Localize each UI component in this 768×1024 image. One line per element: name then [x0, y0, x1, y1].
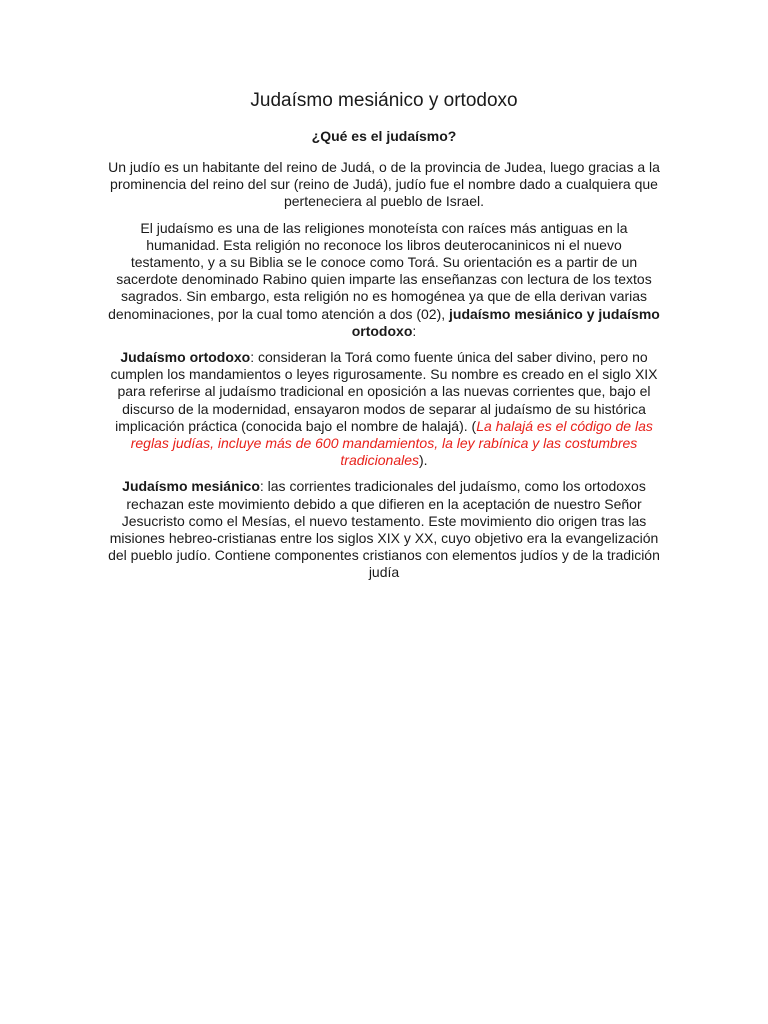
orthodox-term: Judaísmo ortodoxo	[120, 349, 251, 366]
overview-end: :	[412, 322, 417, 339]
overview-bold-denominations: judaísmo mesiánico y judaísmo ortodoxo	[351, 305, 660, 339]
messianic-term: Judaísmo mesiánico	[122, 478, 260, 495]
paragraph-definition	[108, 159, 660, 211]
section-heading: ¿Qué es el judaísmo?	[311, 127, 457, 144]
halaja-note: La halajá es el código de las reglas judías, incluye más de 600 mandamientos, la ley rabínica y las costumbres tradicionales	[130, 417, 653, 469]
overview-text: El judaísmo es una de las religiones monoteísta con raíces más antiguas en la humanidad. Esta religión no reconoce los libros deuterocaninicos ni el nuevo testamento, y a su Biblia se le conoce como Torá. Su orientación es a partir de un sacerdote denominado Rabino quien imparte las enseñanzas con lectura de los textos sagrados. Sin embargo, esta religión no es homogénea ya que de ella derivan varias denominaciones, por la cual tomo atención a dos (02),	[108, 219, 652, 322]
messianic-text: : las corrientes tradicionales del judaísmo, como los ortodoxos rechazan este movimiento debido a que difieren en la aceptación de nuestro Señor Jesucristo como el Mesías, el nuevo testamento. Este movimiento dio origen tras las misiones hebreo-cristianas entre los siglos XIX y XX, cuyo objetivo era la evangelización del pueblo judío. Contiene componentes cristianos con elementos judíos y de la tradición judía	[108, 478, 660, 581]
paragraph-definition-text: Un judío es un habitante del reino de Judá, o de la provincia de Judea, luego gracias a la prominencia del reino del sur (reino de Judá), judío fue el nombre dado a cualquiera que perteneciera al pueblo de Israel.	[108, 158, 660, 210]
paragraph-messianic	[108, 478, 660, 581]
orthodox-text: : consideran la Torá como fuente única del saber divino, pero no cumplen los mandamientos o leyes rigurosamente. Su nombre es creado en el siglo XIX para referirse al judaísmo tradicional en oposición a las nuevas corrientes que, bajo el discurso de la modernidad, ensayaron modos de separar al judaísmo de su histórica implicación práctica (conocida bajo el nombre de halajá). (	[110, 349, 658, 434]
paragraph-orthodox	[108, 349, 660, 469]
document-title: Judaísmo mesiánico y ortodoxo	[250, 90, 518, 111]
orthodox-end: ).	[419, 452, 428, 469]
paragraph-judaism-overview	[108, 220, 660, 340]
